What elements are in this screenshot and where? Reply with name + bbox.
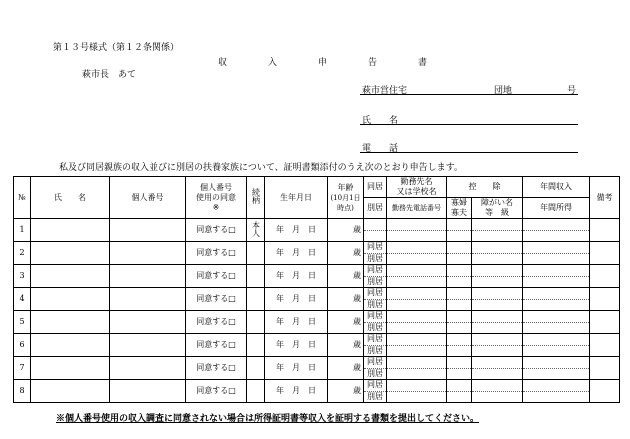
row-no: 7	[14, 357, 31, 380]
table-row	[14, 334, 620, 357]
widow-cell[interactable]	[447, 311, 472, 334]
row-no: 4	[14, 288, 31, 311]
header-deduct: 控 除	[447, 177, 523, 198]
workplace-cell[interactable]	[387, 380, 447, 403]
header-dwell-bottom: 別居	[364, 198, 387, 219]
income-cell[interactable]	[523, 242, 590, 265]
name-cell[interactable]	[31, 288, 110, 311]
birth-date-cell[interactable]: 年 月 日	[265, 265, 328, 288]
income-cell[interactable]	[523, 219, 590, 242]
row-no: 8	[14, 380, 31, 403]
remarks-cell[interactable]	[590, 334, 620, 357]
disability-cell[interactable]	[472, 334, 523, 357]
header-consent: 個人番号 使用の同意 ※	[186, 177, 247, 219]
table-row	[14, 219, 620, 242]
id-no-cell[interactable]	[110, 288, 186, 311]
dwell-cell[interactable]: 同居 別居	[364, 265, 387, 288]
relation-cell[interactable]	[247, 265, 265, 288]
disability-cell[interactable]	[472, 311, 523, 334]
workplace-cell[interactable]	[387, 242, 447, 265]
remarks-cell[interactable]	[590, 380, 620, 403]
housing-mid: 団地	[494, 86, 513, 96]
workplace-cell[interactable]	[387, 288, 447, 311]
header-income-top: 年間収入	[523, 177, 590, 198]
income-cell[interactable]	[523, 380, 590, 403]
age-cell[interactable]: 歳	[328, 334, 364, 357]
birth-date-cell[interactable]: 年 月 日	[265, 288, 328, 311]
header-id-no: 個人番号	[110, 177, 186, 219]
birth-date-cell[interactable]: 年 月 日	[265, 334, 328, 357]
dwell-cell[interactable]: 同居 別居	[364, 288, 387, 311]
housing-underline[interactable]	[360, 94, 578, 95]
income-cell[interactable]	[523, 357, 590, 380]
age-cell[interactable]: 歳	[328, 288, 364, 311]
intro-text: 私及び同居親族の収入並びに別居の扶養家族について、証明書類添付のうえ次のとおり申告します。	[59, 163, 463, 173]
age-cell[interactable]: 歳	[328, 219, 364, 242]
disability-cell[interactable]	[472, 219, 523, 242]
dwell-cell[interactable]: 同居 別居	[364, 242, 387, 265]
remarks-cell[interactable]	[590, 311, 620, 334]
remarks-cell[interactable]	[590, 288, 620, 311]
widow-cell[interactable]	[447, 357, 472, 380]
disability-cell[interactable]	[472, 242, 523, 265]
row-no: 3	[14, 265, 31, 288]
income-cell[interactable]	[523, 288, 590, 311]
housing-prefix: 萩市営住宅	[362, 86, 408, 96]
widow-cell[interactable]	[447, 380, 472, 403]
disability-cell[interactable]	[472, 357, 523, 380]
consent-checkbox[interactable]: 同意する□	[186, 311, 247, 334]
header-income-bottom: 年間所得	[523, 198, 590, 219]
header-name: 氏 名	[31, 177, 110, 219]
workplace-cell[interactable]	[387, 265, 447, 288]
header-dwell-top: 同居	[364, 177, 387, 198]
remarks-cell[interactable]	[590, 357, 620, 380]
remarks-cell[interactable]	[590, 265, 620, 288]
income-cell[interactable]	[523, 311, 590, 334]
name-underline[interactable]	[360, 124, 578, 125]
phone-underline[interactable]	[360, 152, 578, 153]
birth-date-cell[interactable]: 年 月 日	[265, 380, 328, 403]
widow-cell[interactable]	[447, 334, 472, 357]
workplace-cell[interactable]	[387, 357, 447, 380]
header-relation: 続柄	[247, 177, 265, 219]
name-cell[interactable]	[31, 265, 110, 288]
dwell-cell[interactable]: 同居 別居	[364, 380, 387, 403]
disability-cell[interactable]	[472, 265, 523, 288]
header-remarks: 備考	[590, 177, 620, 219]
header-disability: 障がい名 等 級	[472, 198, 523, 219]
birth-date-cell[interactable]: 年 月 日	[265, 242, 328, 265]
relation-cell[interactable]	[247, 380, 265, 403]
remarks-cell[interactable]	[590, 242, 620, 265]
header-age: 年齢 (10月1日 時点)	[328, 177, 364, 219]
income-cell[interactable]	[523, 334, 590, 357]
consent-checkbox[interactable]: 同意する□	[186, 357, 247, 380]
phone-label: 電 話	[362, 144, 399, 154]
consent-checkbox[interactable]: 同意する□	[186, 219, 247, 242]
id-no-cell[interactable]	[110, 265, 186, 288]
dwell-cell[interactable]: 同居 別居	[364, 311, 387, 334]
age-cell[interactable]: 歳	[328, 311, 364, 334]
workplace-cell[interactable]	[387, 334, 447, 357]
id-no-cell[interactable]	[110, 311, 186, 334]
birth-date-cell[interactable]: 年 月 日	[265, 311, 328, 334]
housing-suffix: 号	[567, 86, 577, 96]
name-cell[interactable]	[31, 380, 110, 403]
widow-cell[interactable]	[447, 265, 472, 288]
form-number: 第１３号様式（第１２条関係）	[53, 43, 180, 53]
table-row	[14, 288, 620, 311]
footer-note: ※個人番号使用の収入調査に同意されない場合は所得証明書等収入を証明する書類を提出してください。	[56, 414, 480, 424]
relation-cell[interactable]	[247, 288, 265, 311]
age-cell[interactable]: 歳	[328, 357, 364, 380]
widow-cell[interactable]	[447, 219, 472, 242]
addressee: 萩市長 あて	[82, 70, 137, 80]
header-widow: 寡婦 寡夫	[447, 198, 472, 219]
consent-checkbox[interactable]: 同意する□	[186, 334, 247, 357]
header-birth: 生年月日	[265, 177, 328, 219]
age-cell[interactable]: 歳	[328, 265, 364, 288]
id-no-cell[interactable]	[110, 334, 186, 357]
name-cell[interactable]	[31, 311, 110, 334]
workplace-cell[interactable]	[387, 311, 447, 334]
name-label: 氏 名	[362, 116, 399, 126]
table-row	[14, 242, 620, 265]
row-no: 1	[14, 219, 31, 242]
name-cell[interactable]	[31, 219, 110, 242]
disability-cell[interactable]	[472, 380, 523, 403]
birth-date-cell[interactable]: 年 月 日	[265, 219, 328, 242]
table-row	[14, 357, 620, 380]
header-work-bottom: 勤務先電話番号	[387, 198, 447, 219]
widow-cell[interactable]	[447, 288, 472, 311]
income-table	[13, 176, 620, 403]
id-no-cell[interactable]	[110, 242, 186, 265]
relation-cell[interactable]	[247, 357, 265, 380]
age-cell[interactable]: 歳	[328, 380, 364, 403]
birth-date-cell[interactable]: 年 月 日	[265, 357, 328, 380]
name-cell[interactable]	[31, 357, 110, 380]
dwell-cell[interactable]	[364, 219, 387, 242]
consent-checkbox[interactable]: 同意する□	[186, 265, 247, 288]
header-row-1	[14, 177, 620, 198]
name-cell[interactable]	[31, 242, 110, 265]
relation-cell[interactable]	[247, 334, 265, 357]
widow-cell[interactable]	[447, 242, 472, 265]
name-cell[interactable]	[31, 334, 110, 357]
row-no: 6	[14, 334, 31, 357]
row-no: 5	[14, 311, 31, 334]
header-no: №	[14, 177, 31, 219]
row-no: 2	[14, 242, 31, 265]
consent-checkbox[interactable]: 同意する□	[186, 380, 247, 403]
consent-checkbox[interactable]: 同意する□	[186, 288, 247, 311]
dwell-cell[interactable]: 同居 別居	[364, 357, 387, 380]
table-row	[14, 380, 620, 403]
relation-cell[interactable]: 本人	[247, 219, 265, 242]
dwell-cell[interactable]: 同居 別居	[364, 334, 387, 357]
relation-cell[interactable]	[247, 311, 265, 334]
form-title: 収入申告書	[218, 58, 469, 68]
id-no-cell[interactable]	[110, 357, 186, 380]
workplace-cell[interactable]	[387, 219, 447, 242]
income-cell[interactable]	[523, 265, 590, 288]
remarks-cell[interactable]	[590, 219, 620, 242]
age-cell[interactable]: 歳	[328, 242, 364, 265]
disability-cell[interactable]	[472, 288, 523, 311]
table-row	[14, 311, 620, 334]
id-no-cell[interactable]	[110, 219, 186, 242]
table-row	[14, 265, 620, 288]
header-work-top: 勤務先名 又は学校名	[387, 177, 447, 198]
consent-checkbox[interactable]: 同意する□	[186, 242, 247, 265]
relation-cell[interactable]	[247, 242, 265, 265]
id-no-cell[interactable]	[110, 380, 186, 403]
